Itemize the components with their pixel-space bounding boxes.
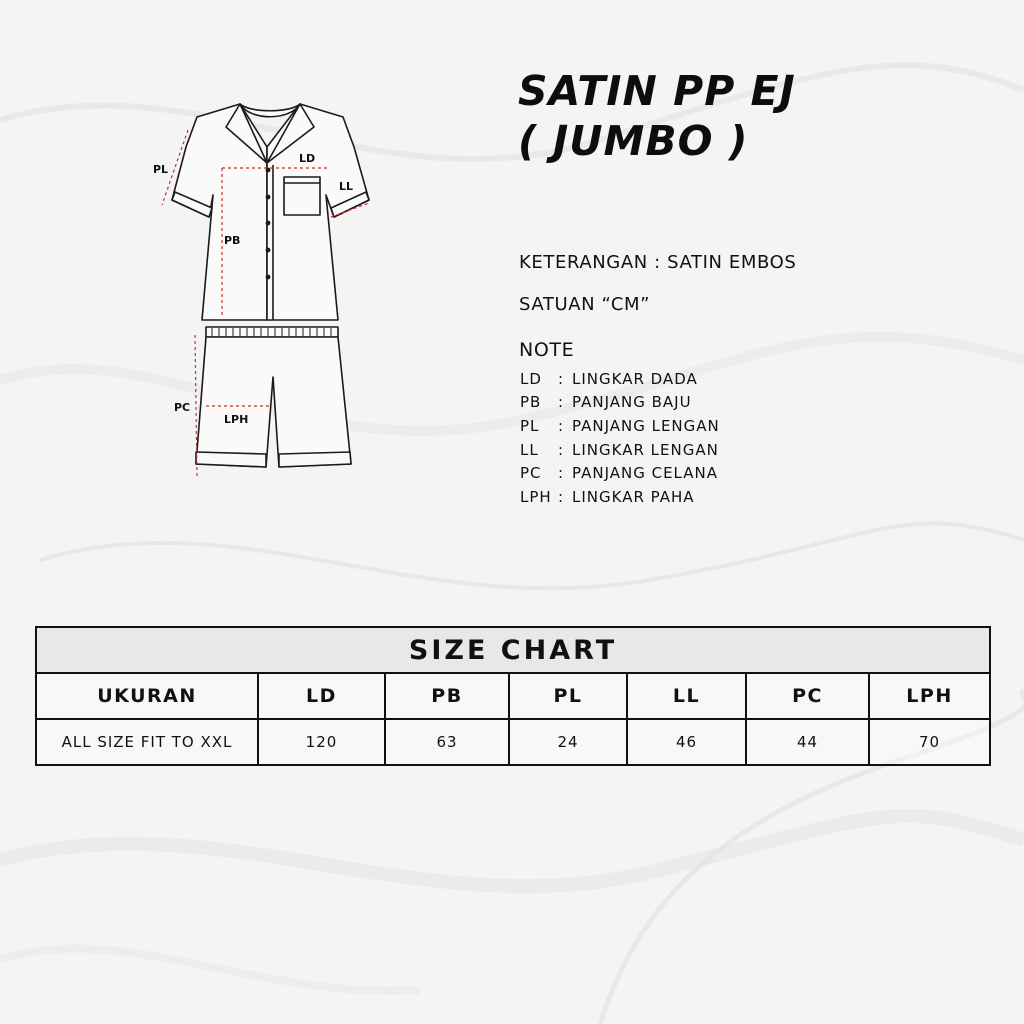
- shirt-outline: [172, 104, 369, 320]
- note-item: [520, 391, 720, 415]
- note-sep: :: [558, 440, 565, 459]
- table-cell: 63: [385, 719, 509, 765]
- column-header: LPH: [869, 673, 990, 719]
- note-meaning: PANJANG CELANA: [572, 464, 718, 483]
- label-ll: LL: [339, 180, 354, 193]
- title-line-1: SATIN PP EJ: [518, 67, 796, 115]
- table-row: [36, 719, 990, 765]
- table-cell: 24: [509, 719, 627, 765]
- label-ld: LD: [299, 152, 316, 165]
- note-item: [520, 485, 720, 509]
- table-cell: ALL SIZE FIT TO XXL: [36, 719, 258, 765]
- label-pb: PB: [224, 234, 241, 247]
- column-header: LD: [258, 673, 385, 719]
- note-meaning: PANJANG LENGAN: [572, 416, 720, 435]
- keterangan-text: KETERANGAN : SATIN EMBOS: [519, 252, 797, 273]
- note-list: [520, 367, 720, 509]
- note-heading: NOTE: [519, 339, 575, 361]
- label-lph: LPH: [224, 413, 249, 426]
- table-cell: 46: [627, 719, 746, 765]
- note-sep: :: [558, 369, 565, 388]
- note-item: [520, 461, 720, 485]
- note-abbr: LL: [520, 440, 539, 459]
- note-item: [520, 414, 720, 438]
- note-abbr: PC: [520, 464, 542, 483]
- note-item: [520, 367, 720, 391]
- note-meaning: PANJANG BAJU: [572, 393, 692, 412]
- product-title: [518, 66, 796, 166]
- table-cell: 44: [746, 719, 869, 765]
- pajama-diagram: [140, 95, 400, 485]
- note-sep: :: [558, 464, 565, 483]
- size-chart-table: [35, 626, 991, 766]
- note-abbr: LPH: [520, 487, 552, 506]
- shorts-outline: [196, 327, 351, 467]
- note-sep: :: [558, 487, 565, 506]
- satuan-text: SATUAN “CM”: [519, 294, 651, 315]
- table-cell: 70: [869, 719, 990, 765]
- size-chart-title: SIZE CHART: [36, 627, 990, 673]
- column-header: PB: [385, 673, 509, 719]
- note-abbr: LD: [520, 369, 542, 388]
- table-cell: 120: [258, 719, 385, 765]
- note-meaning: LINGKAR LENGAN: [572, 440, 719, 459]
- label-pc: PC: [174, 401, 191, 414]
- label-pl: PL: [153, 163, 169, 176]
- note-abbr: PL: [520, 416, 540, 435]
- note-sep: :: [558, 416, 565, 435]
- table-header-row: [36, 673, 990, 719]
- note-item: [520, 438, 720, 462]
- note-abbr: PB: [520, 393, 542, 412]
- title-line-2: ( JUMBO ): [518, 117, 749, 165]
- column-header: LL: [627, 673, 746, 719]
- note-meaning: LINGKAR PAHA: [572, 487, 695, 506]
- note-sep: :: [558, 393, 565, 412]
- column-header: PL: [509, 673, 627, 719]
- column-header: UKURAN: [36, 673, 258, 719]
- note-meaning: LINGKAR DADA: [572, 369, 698, 388]
- column-header: PC: [746, 673, 869, 719]
